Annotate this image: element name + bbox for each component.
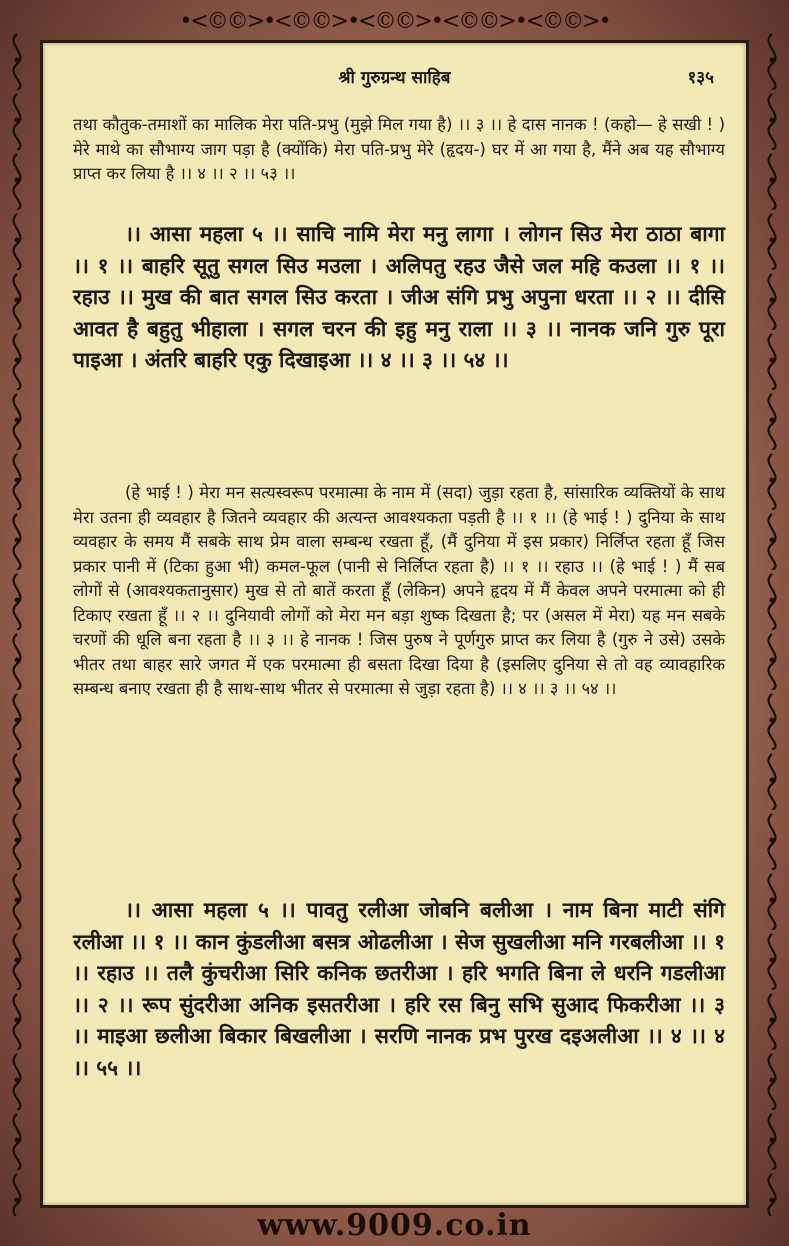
page-number: १३५ xyxy=(687,68,714,88)
right-ornament-border xyxy=(755,30,789,1216)
scripture-page xyxy=(40,40,749,1208)
translation-paragraph-2: (हे भाई ! ) मेरा मन सत्यस्वरूप परमात्मा के नाम में (सदा) जुड़ा रहता है, सांसारिक व्यक्तियों के साथ मेरा उतना ही व्यवहार है जितने व्यवहार की अत्यन्त आवश्यकता पड़ती है ।। १ ।। (हे भाई ! ) दुनिया के साथ व्यवहार के समय मैं सबके साथ प्रेम वाला सम्बन्ध रखता हूँ, (मैं दुनिया में इस प्रकार) निर्लिप्त रहता हूँ जिस प्रकार पानी में (टिका हुआ भी) कमल-फूल (पानी से निर्लिप्त रहता है) ।। १ ।। रहाउ ।। (हे भाई ! ) मैं सब लोगों से (आवश्यकतानुसार) मुख से तो बातें करता हूँ (लेकिन) अपने हृदय में मैं केवल अपने परमात्मा को ही टिकाए रखता हूँ ।। २ ।। दुनियावी लोगों को मेरा मन बड़ा शुष्क दिखता है; पर (असल में मेरा) यह मन सबके चरणों की धूलि बना रहता है ।। ३ ।। हे नानक ! जिस पुरुष ने पूर्णगुरु प्राप्त कर लिया है (गुरु ने उसे) उसके भीतर तथा बाहर सारे जगत में एक परमात्मा ही बसता दिखा दिया है (इसलिए दुनिया से तो वह व्यावहारिक सम्बन्ध बनाए रखता ही है साथ-साथ भीतर से परमात्मा से जुड़ा रहता है) ।। ४ ।। ३ ।। ५४ ।। xyxy=(73,483,725,698)
book-title: श्री गुरुग्रन्थ साहिब xyxy=(338,68,451,88)
left-scroll-ornament xyxy=(0,30,34,1216)
website-url: www.9009.co.in xyxy=(257,1207,532,1243)
verse-paragraph-1: ।। आसा महला ५ ।। साचि नामि मेरा मनु लागा । लोगन सिउ मेरा ठाठा बागा ।। १ ।। बाहरि सूतु सगल सिउ मउला । अलिपतु रहउ जैसे जल महि कउला ।। १ ।। रहाउ ।। मुख की बात सगल सिउ करता । जीअ संगि प्रभु अपुना धरता ।। २ ।। दीसि आवत है बहुतु भीहाला । सगल चरन की इहु मनु राला ।। ३ ।। नानक जनि गुरु पूरा पाइआ । अंतरि बाहरि एकु दिखाइआ ।। ४ ।। ३ ।। ५४ ।। xyxy=(73,222,725,372)
verse-paragraph-2: ।। आसा महला ५ ।। पावतु रलीआ जोबनि बलीआ । नाम बिना माटी संगि रलीआ ।। १ ।। कान कुंडलीआ बसत्र ओढलीआ । सेज सुखलीआ मनि गरबलीआ ।। १ ।। रहाउ ।। तलै कुंचरीआ सिरि कनिक छतरीआ । हरि भगति बिना ले धरनि गडलीआ ।। २ ।। रूप सुंदरीआ अनिक इसतरीआ । हरि रस बिनु सभि सुआद फिकरीआ ।। ३ ।। माइआ छलीआ बिकार बिखलीआ । सरणि नानक प्रभ पुरख दइअलीआ ।। ४ ।। ४ ।। ५५ ।। xyxy=(73,898,725,1080)
translation-paragraph-1: तथा कौतुक-तमाशों का मालिक मेरा पति-प्रभु (मुझे मिल गया है) ।। ३ ।। हे दास नानक ! (कहो— हे सखी ! ) मेरे माथे का सौभाग्य जाग पड़ा है (क्योंकि) मेरा पति-प्रभु मेरे (हृदय-) घर में आ गया है, मैंने अब यह सौभाग्य प्राप्त कर लिया है ।। ४ ।। २ ।। ५३ ।। xyxy=(73,115,725,183)
top-ornament-border xyxy=(0,0,789,42)
right-scroll-ornament xyxy=(755,30,789,1216)
top-scroll-ornament: •<©©>•<©©>•<©©>•<©©>•<©©>• xyxy=(179,8,610,34)
left-ornament-border xyxy=(0,30,34,1216)
bottom-ornament-border xyxy=(0,1204,789,1246)
page-header xyxy=(43,43,746,101)
